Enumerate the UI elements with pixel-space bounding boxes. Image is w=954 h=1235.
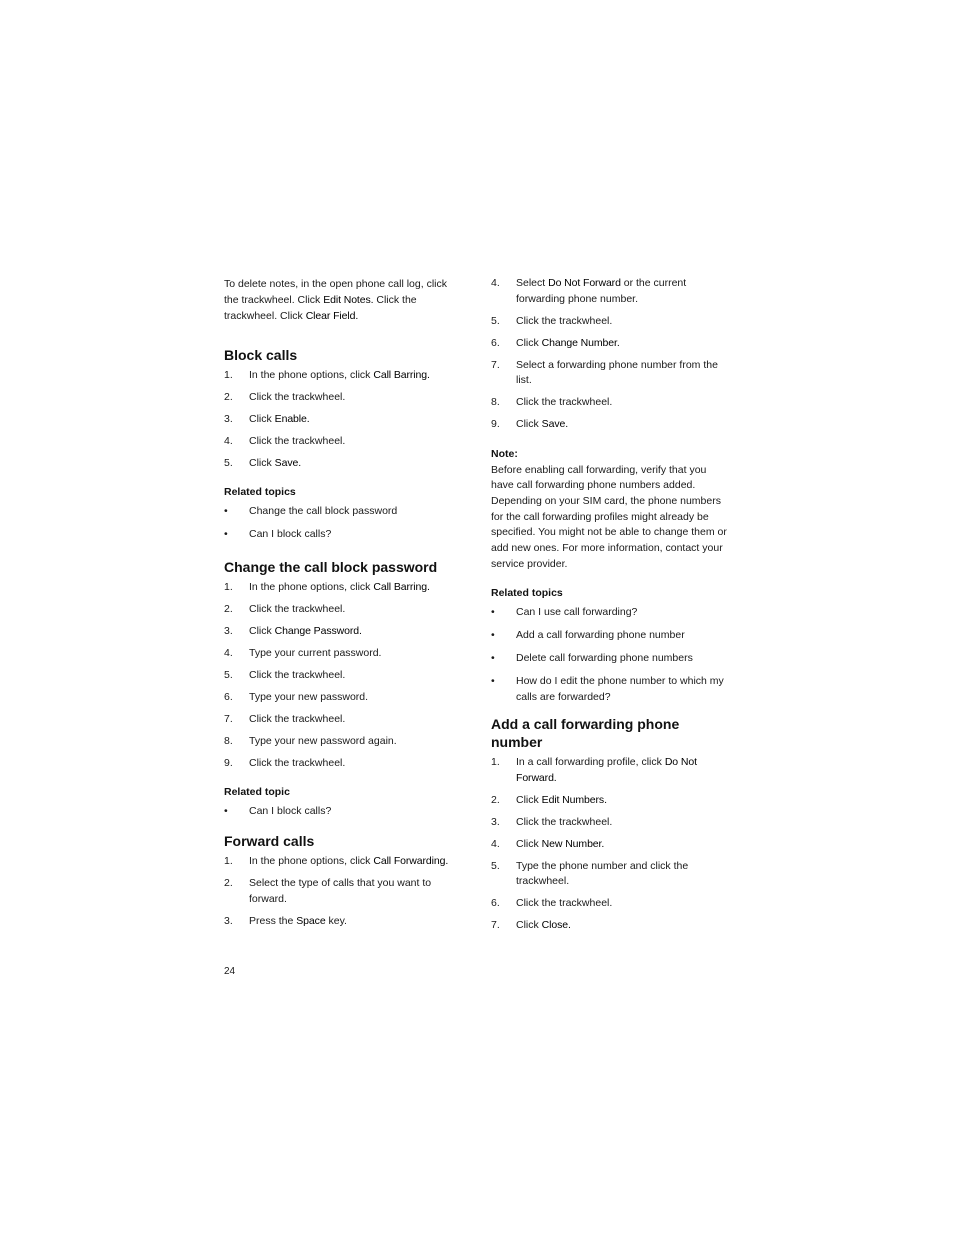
step-text-after: key. bbox=[325, 914, 347, 927]
step-text: Click bbox=[516, 919, 542, 932]
step-text: Press the bbox=[249, 914, 297, 927]
note-text: Before enabling call forwarding, verify that you have call forwarding phone numbers added. Depending on your SIM card, the phone numbers for the call forwarding profiles might already be specified. You might not be able to change them or add new ones. For more information, contact your service provider. bbox=[491, 463, 727, 570]
intro-text-2: Click the trackwheel. Click bbox=[224, 294, 417, 322]
step-item bbox=[224, 756, 462, 772]
step-number: 5. bbox=[224, 457, 233, 469]
step-item bbox=[491, 314, 729, 330]
forward-calls-related-list bbox=[491, 605, 729, 705]
step-number: 7. bbox=[224, 713, 233, 725]
step-ui-label: Save. bbox=[541, 418, 569, 430]
step-text: Click bbox=[249, 413, 275, 425]
step-item bbox=[224, 456, 462, 472]
change-password-related-list bbox=[224, 804, 462, 820]
step-number: 3. bbox=[224, 413, 233, 425]
step-item bbox=[224, 668, 462, 684]
step-text: Type your new password. bbox=[249, 691, 369, 703]
step-ui-label: Close. bbox=[541, 919, 571, 932]
step-text: Click the trackwheel. bbox=[516, 396, 613, 408]
step-number: 2. bbox=[224, 877, 233, 889]
forward-calls-steps-right bbox=[491, 276, 729, 433]
step-number: 1. bbox=[224, 369, 233, 381]
step-number: 8. bbox=[224, 735, 233, 747]
step-number: 2. bbox=[491, 793, 500, 806]
step-item bbox=[224, 624, 462, 640]
step-number: 1. bbox=[491, 756, 500, 769]
related-topic-text: How do I edit the phone number to which my calls are forwarded? bbox=[516, 675, 724, 703]
step-number: 3. bbox=[224, 914, 233, 927]
step-number: 4. bbox=[491, 277, 500, 289]
step-item bbox=[491, 859, 729, 890]
step-number: 5. bbox=[224, 669, 233, 681]
step-item bbox=[224, 412, 462, 428]
step-number: 6. bbox=[491, 897, 500, 910]
related-topic-text: Add a call forwarding phone number bbox=[516, 629, 685, 642]
step-item bbox=[491, 417, 729, 433]
heading-forward-calls: Forward calls bbox=[224, 833, 315, 849]
step-number: 2. bbox=[224, 391, 233, 403]
step-text: Click bbox=[516, 793, 542, 806]
related-topic-item bbox=[491, 605, 729, 621]
step-number: 7. bbox=[491, 358, 500, 371]
bullet-icon: • bbox=[224, 804, 228, 817]
step-number: 1. bbox=[224, 581, 233, 593]
step-number: 8. bbox=[491, 396, 500, 408]
step-number: 4. bbox=[491, 837, 500, 850]
step-number: 1. bbox=[224, 855, 233, 867]
bullet-icon: • bbox=[491, 629, 495, 642]
step-text: In a call forwarding profile, click bbox=[516, 756, 665, 769]
step-ui-label: Do Not Forward bbox=[548, 277, 621, 289]
step-text: In the phone options, click bbox=[249, 855, 374, 867]
heading-add-number: Add a call forwarding phone number bbox=[491, 716, 680, 751]
step-ui-label: Do Not Forward. bbox=[516, 756, 697, 784]
step-item bbox=[224, 368, 462, 384]
step-item bbox=[491, 276, 729, 307]
step-item bbox=[491, 918, 729, 934]
related-topic-text: Delete call forwarding phone numbers bbox=[516, 652, 693, 665]
intro-paragraph bbox=[224, 276, 462, 324]
step-number: 3. bbox=[224, 625, 233, 637]
step-item bbox=[224, 690, 462, 706]
related-topic-text: Can I block calls? bbox=[249, 527, 332, 540]
step-item bbox=[491, 815, 729, 831]
step-ui-label: Call Barring. bbox=[373, 369, 430, 381]
step-number: 6. bbox=[224, 691, 233, 703]
step-text: Select the type of calls that you want to forward. bbox=[249, 877, 432, 905]
step-ui-label: Call Forwarding. bbox=[373, 855, 449, 867]
step-text: Click the trackwheel. bbox=[249, 603, 346, 615]
bullet-icon: • bbox=[224, 527, 228, 540]
step-item bbox=[224, 390, 462, 406]
step-number: 2. bbox=[224, 603, 233, 615]
bullet-icon: • bbox=[491, 652, 495, 665]
step-text: Type the phone number and click the trackwheel. bbox=[516, 859, 689, 888]
step-text: Click bbox=[249, 457, 275, 469]
related-topic-item bbox=[491, 628, 729, 644]
block-calls-related-list bbox=[224, 504, 462, 543]
step-text: In the phone options, click bbox=[249, 369, 374, 381]
bullet-icon: • bbox=[491, 606, 495, 619]
step-text: Select bbox=[516, 277, 549, 289]
step-text: Type your new password again. bbox=[249, 735, 397, 747]
step-number: 5. bbox=[491, 314, 500, 327]
step-text: Click the trackwheel. bbox=[249, 669, 346, 681]
step-item bbox=[224, 580, 462, 596]
step-text: Click bbox=[516, 418, 542, 430]
step-text: Click the trackwheel. bbox=[249, 757, 346, 769]
step-item bbox=[224, 876, 462, 907]
step-ui-label: Change Number. bbox=[541, 336, 620, 349]
block-calls-related-heading: Related topics bbox=[224, 485, 296, 498]
related-topic-item bbox=[491, 674, 729, 705]
heading-change-password: Change the call block password bbox=[224, 559, 438, 575]
step-text: Click the trackwheel. bbox=[249, 435, 346, 447]
related-topic-text: Can I block calls? bbox=[249, 804, 332, 817]
step-text: Click the trackwheel. bbox=[516, 314, 613, 327]
related-topic-item bbox=[224, 804, 462, 820]
step-item bbox=[491, 336, 729, 352]
right-column bbox=[491, 276, 729, 940]
change-password-steps bbox=[224, 580, 462, 772]
step-item bbox=[491, 793, 729, 809]
intro-ui-clear-field: Clear Field. bbox=[305, 310, 359, 322]
step-ui-label: New Number. bbox=[541, 837, 605, 850]
step-ui-label: Call Barring. bbox=[373, 581, 430, 593]
block-calls-steps bbox=[224, 368, 462, 472]
step-item bbox=[491, 358, 729, 389]
step-text: Select a forwarding phone number from the list. bbox=[516, 358, 718, 386]
step-text: Click the trackwheel. bbox=[249, 391, 346, 403]
step-item bbox=[224, 734, 462, 750]
step-item bbox=[224, 646, 462, 662]
step-item bbox=[224, 712, 462, 728]
step-text-after: or the current forwarding phone number. bbox=[516, 277, 687, 305]
related-topic-item bbox=[224, 527, 462, 543]
intro-text-1: To delete notes, in the open phone call log, click the trackwheel. Click bbox=[224, 278, 447, 306]
step-text: In the phone options, click bbox=[249, 581, 374, 593]
step-ui-label: Save. bbox=[274, 457, 302, 469]
heading-block-calls: Block calls bbox=[224, 347, 298, 363]
step-text: Click bbox=[249, 625, 275, 637]
related-topic-item bbox=[224, 504, 462, 520]
step-item bbox=[491, 395, 729, 411]
step-ui-label: Enable. bbox=[274, 413, 310, 425]
add-number-steps bbox=[491, 755, 729, 934]
note-heading: Note: bbox=[491, 447, 518, 460]
related-topic-text: Can I use call forwarding? bbox=[516, 606, 638, 619]
step-ui-label: Space bbox=[296, 914, 326, 927]
step-ui-label: Change Password. bbox=[274, 625, 362, 637]
forward-calls-related-heading: Related topics bbox=[491, 587, 563, 600]
step-ui-label: Edit Numbers. bbox=[541, 793, 607, 806]
step-item bbox=[224, 914, 462, 930]
step-number: 9. bbox=[224, 757, 233, 769]
left-column bbox=[224, 276, 462, 936]
step-text: Click bbox=[516, 336, 542, 349]
step-text: Click the trackwheel. bbox=[516, 815, 613, 828]
bullet-icon: • bbox=[224, 504, 228, 517]
step-item bbox=[224, 854, 462, 870]
step-text: Click the trackwheel. bbox=[516, 897, 613, 910]
step-number: 5. bbox=[491, 859, 500, 872]
step-number: 9. bbox=[491, 418, 500, 430]
related-topic-text: Change the call block password bbox=[249, 504, 398, 517]
step-number: 4. bbox=[224, 647, 233, 659]
step-item bbox=[491, 837, 729, 853]
step-item bbox=[224, 602, 462, 618]
step-number: 3. bbox=[491, 815, 500, 828]
step-item bbox=[491, 896, 729, 912]
step-text: Type your current password. bbox=[249, 647, 382, 659]
related-topic-item bbox=[491, 651, 729, 667]
forward-calls-steps-left bbox=[224, 854, 462, 929]
step-text: Click bbox=[516, 837, 542, 850]
step-number: 4. bbox=[224, 435, 233, 447]
step-text: Click the trackwheel. bbox=[249, 713, 346, 725]
bullet-icon: • bbox=[491, 675, 495, 688]
step-number: 7. bbox=[491, 919, 500, 932]
step-item bbox=[491, 755, 729, 786]
intro-ui-edit-notes: Edit Notes. bbox=[323, 294, 374, 306]
step-item bbox=[224, 434, 462, 450]
change-password-related-heading: Related topic bbox=[224, 785, 290, 798]
step-number: 6. bbox=[491, 336, 500, 349]
page-number: 24 bbox=[224, 966, 236, 977]
